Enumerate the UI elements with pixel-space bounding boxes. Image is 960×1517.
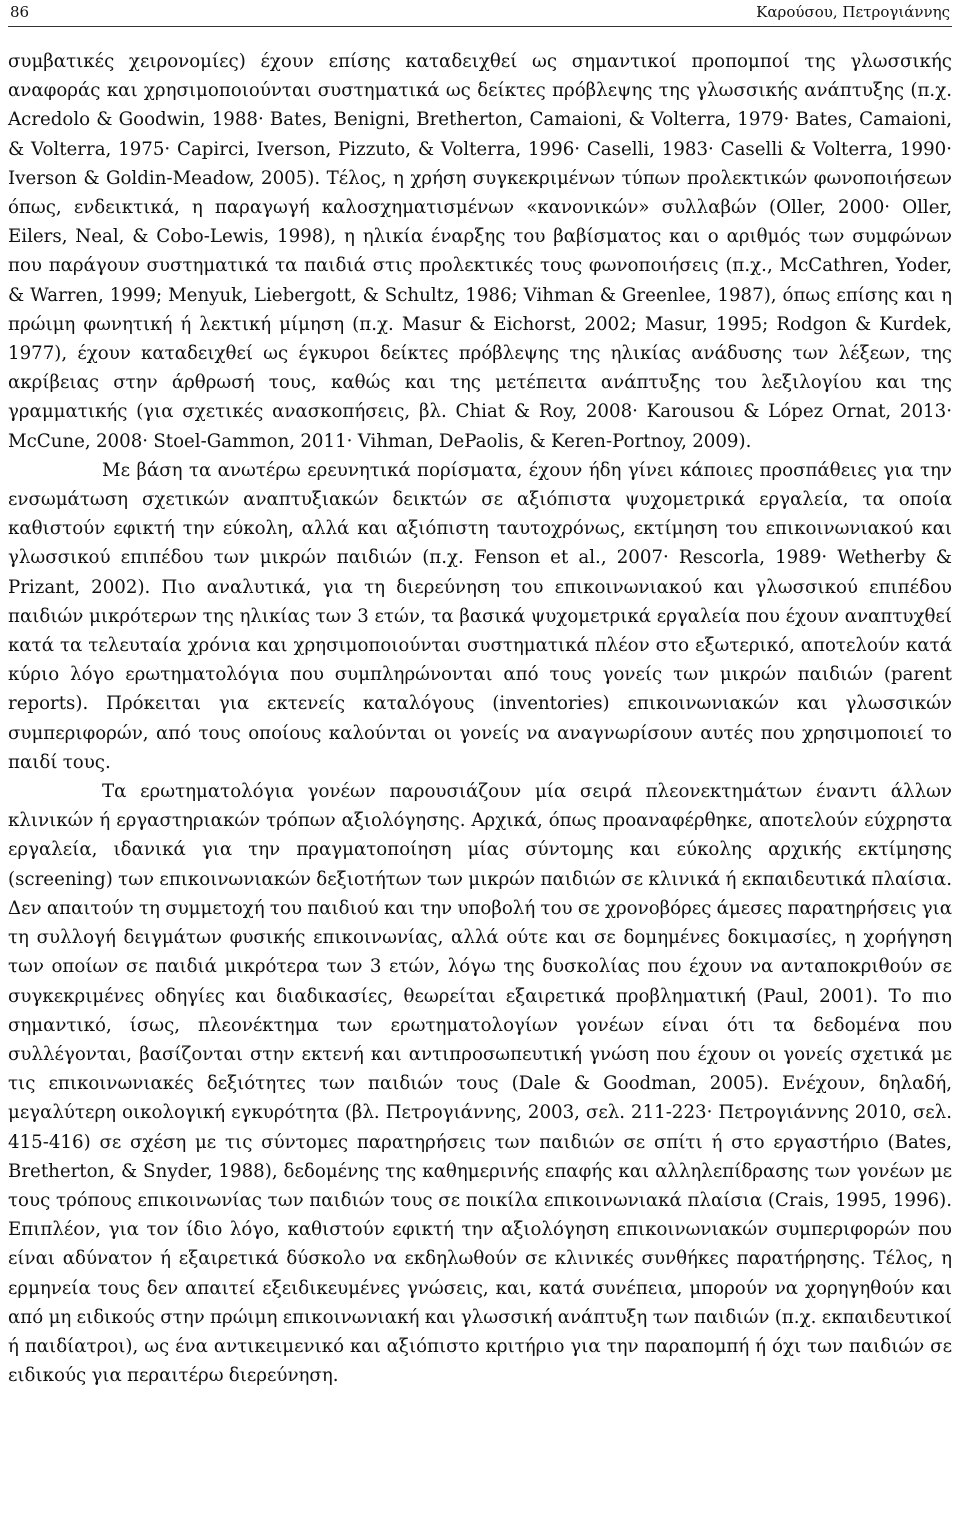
page-number: 86 [10,3,30,21]
body-text [8,47,952,1390]
paragraph-1: συμβατικές χειρονομίες) έχουν επίσης καταδειχθεί ως σημαντικοί προπομποί της γλωσσικής αναφοράς και χρησιμοποιούνται συστηματικά ως δείκτες πρόβλεψης της γλωσσικής ανάπτυξης (π.χ. Acredolo & Goodwin, 1988· Bates, Benigni, Bretherton, Camaioni, & Volterra, 1979· Bates, Camaioni, & Volterra, 1975· Capirci, Iverson, Pizzuto, & Volterra, 1996· Caselli, 1983· Caselli & Volterra, 1990· Iverson & Goldin-Meadow, 2005). Τέλος, η χρήση συγκεκριμένων τύπων προλεκτικών φωνοποιήσεων όπως, ενδεικτικά, η παραγωγή καλοσχηματισμένων «κανονικών» συλλαβών (Oller, 2000· Oller, Eilers, Neal, & Cobo-Lewis, 1998), η ηλικία έναρξης του βαβίσματος και ο αριθμός των συμφώνων που παράγουν συστηματικά τα παιδιά στις προλεκτικές τους φωνοποιήσεις (π.χ., McCathren, Yoder, & Warren, 1999; Menyuk, Liebergott, & Schultz, 1986; Vihman & Greenlee, 1987), όπως επίσης και η πρώιμη φωνητική ή λεκτική μίμηση (π.χ. Masur & Eichorst, 2002; Masur, 1995; Rodgon & Kurdek, 1977), έχουν καταδειχθεί ως έγκυροι δείκτες πρόβλεψης της ηλικίας ανάδυσης των λέξεων, της ακρίβειας στην άρθρωσή τους, καθώς και της μετέπειτα ανάπτυξης του λεξιλογίου και της γραμματικής (για σχετικές ανασκοπήσεις, βλ. Chiat & Roy, 2008· Karousou & López Ornat, 2013· McCune, 2008· Stoel-Gammon, 2011· Vihman, DePaolis, & Keren-Portnoy, 2009). [8,51,952,452]
running-head: Καρούσου, Πετρογιάννης [756,3,950,21]
paragraph-2: Με βάση τα ανωτέρω ερευνητικά πορίσματα, έχουν ήδη γίνει κάποιες προσπάθειες για την ενσωμάτωση σχετικών αναπτυξιακών δεικτών σε αξιόπιστα ψυχομετρικά εργαλεία, τα οποία καθιστούν εφικτή την εύκολη, αλλά και αξιόπιστη ταυτοχρόνως, εκτίμηση του επικοινωνιακού και γλωσσικού επιπέδου των μικρών παιδιών (π.χ. Fenson et al., 2007· Rescorla, 1989· Wetherby & Prizant, 2002). Πιο αναλυτικά, για τη διερεύνηση του επικοινωνιακού και γλωσσικού επιπέδου παιδιών μικρότερων της ηλικίας των 3 ετών, τα βασικά ψυχομετρικά εργαλεία που έχουν αναπτυχθεί κατά τα τελευταία χρόνια και χρησιμοποιούνται συστηματικά πλέον στο εξωτερικό, αποτελούν κατά κύριο λόγο ερωτηματολόγια που συμπληρώνονται από τους γονείς των μικρών παιδιών (parent reports). Πρόκειται για εκτενείς καταλόγους (inventories) επικοινωνιακών και γλωσσικών συμπεριφορών, από τους οποίους καλούνται οι γονείς να αναγνωρίσουν αυτές που χρησιμοποιεί το παιδί τους. [8,459,952,773]
paragraph-3: Τα ερωτηματολόγια γονέων παρουσιάζουν μία σειρά πλεονεκτημάτων έναντι άλλων κλινικών ή εργαστηριακών τρόπων αξιολόγησης. Αρχικά, όπως προαναφέρθηκε, αποτελούν εύχρηστα εργαλεία, ιδανικά για την πραγματοποίηση μίας σύντομης και εύκολης αρχικής εκτίμησης (screening) των επικοινωνιακών δεξιοτήτων των μικρών παιδιών σε κλινικά ή εκπαιδευτικά πλαίσια. Δεν απαιτούν τη συμμετοχή του παιδιού και την υποβολή του σε χρονοβόρες άμεσες παρατηρήσεις για τη συλλογή δειγμάτων φυσικής επικοινωνίας, αλλά ούτε και σε δομημένες δοκιμασίες, η χορήγηση των οποίων σε παιδιά μικρότερα των 3 ετών, λόγω της δυσκολίας που έχουν να ανταποκριθούν σε συγκεκριμένες οδηγίες και διαδικασίες, θεωρείται εξαιρετικά προβληματική (Paul, 2001). Το πιο σημαντικό, ίσως, πλεονέκτημα των ερωτηματολογίων γονέων είναι ότι τα δεδομένα που συλλέγονται, βασίζονται στην εκτενή και αντιπροσωπευτική γνώση που έχουν οι γονείς σχετικά με τις επικοινωνιακές δεξιότητες των παιδιών τους (Dale & Goodman, 2005). Ενέχουν, δηλαδή, μεγαλύτερη οικολογική εγκυρότητα (βλ. Πετρογιάννης, 2003, σελ. 211-223· Πετρογιάννης 2010, σελ. 415-416) σε σχέση με τις σύντομες παρατηρήσεις των παιδιών σε σπίτι ή στο εργαστήριο (Bates, Bretherton, & Snyder, 1988), δεδομένης της καθημερινής επαφής και αλληλεπίδρασης των γονέων με τους τρόπους επικοινωνίας των παιδιών τους σε ποικίλα επικοινωνιακά πλαίσια (Crais, 1995, 1996). Επιπλέον, για τον ίδιο λόγο, καθιστούν εφικτή την αξιολόγηση επικοινωνιακών συμπεριφορών που είναι αδύνατον ή εξαιρετικά δύσκολο να εκδηλωθούν σε κλινικές συνθήκες παρατήρησης. Τέλος, η ερμηνεία τους δεν απαιτεί εξειδικευμένες γνώσεις, και, κατά συνέπεια, μπορούν να χορηγηθούν και από μη ειδικούς στην πρώιμη επικοινωνιακή και γλωσσική ανάπτυξη των παιδιών (π.χ. εκπαιδευτικοί ή παιδίατροι), ως ένα αντικειμενικό και αξιόπιστο κριτήριο για την παραπομπή ή όχι των παιδιών σε ειδικούς για περαιτέρω διερεύνηση. [8,781,952,1387]
page-header [8,0,952,27]
